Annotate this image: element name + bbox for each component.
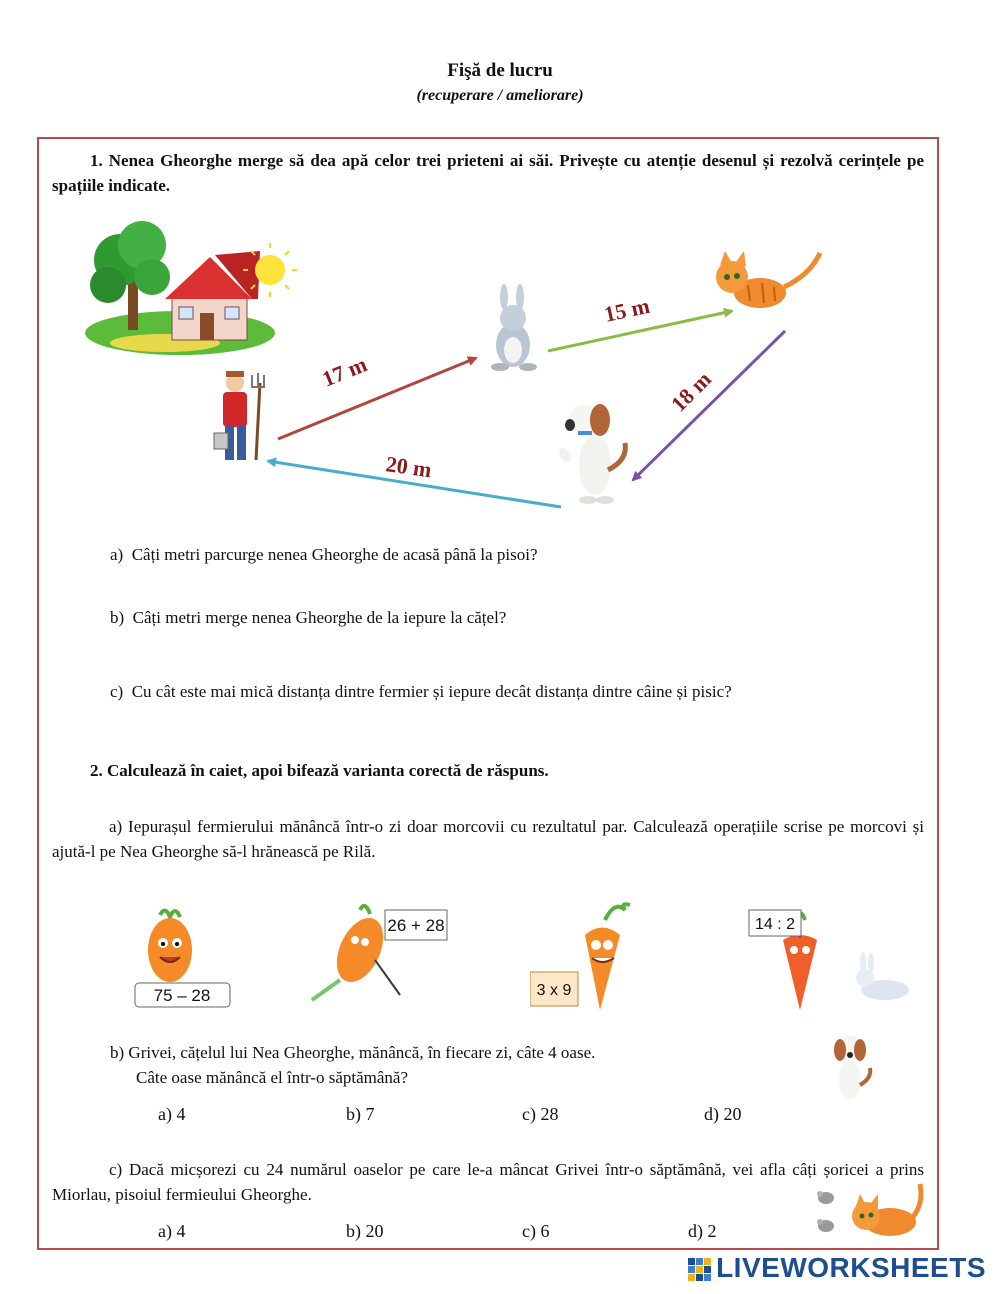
house-illustration [85,221,297,355]
liveworksheets-logo [688,1252,986,1284]
question-text: Câți metri merge nenea Gheorghe de la iepure la cățel? [132,608,507,627]
exercise-2-statement: 2. Calculează în caiet, apoi bifează varianta corectă de răspuns. [90,761,549,780]
exercise-2b-line1: b) Grivei, cățelul lui Nea Gheorghe, mănâncă, în fiecare zi, câte 4 oase. [110,1043,596,1062]
page-title: Fişă de lucru [447,60,553,81]
dog-illustration [557,404,626,504]
question-1c [110,679,732,704]
carrot-4-label: 14 : 2 [754,916,796,933]
cat-illustration [716,251,820,308]
option-2b-b[interactable]: b) 7 [346,1104,375,1124]
option-2c-b[interactable]: b) 20 [346,1221,384,1241]
carrot-3[interactable] [530,900,650,1010]
exercise-2a-text: a) Iepurașul fermierului mănâncă într-o zi doar morcovii cu rezultatul par. Calculează operațiile scrise pe morcovi și ajută-l pe Nea Gheorghe să-l hrănească pe Rilă. [52,817,924,861]
question-text: Câți metri parcurge nenea Gheorghe de acasă până la pisoi? [131,545,538,564]
question-1b [110,605,506,630]
question-marker: b) [110,608,125,627]
liveworksheets-brand: LIVEWORKSHEETS [716,1252,986,1283]
option-2b-c[interactable]: c) 28 [522,1104,559,1124]
carrot-4[interactable] [745,900,925,1015]
page-subtitle: (recuperare / ameliorare) [416,87,584,104]
question-1a [110,542,538,567]
question-marker: c) [110,682,124,701]
exercise-2c-text: c) Dacă micșorezi cu 24 numărul oaselor pe care le-a mâncat Grivei într-o săptămână, vei afla câți șoricei a prins Miorlau, pisoiul fermieului Gheorghe. [52,1160,924,1204]
arrow-farmer-to-rabbit [278,358,476,439]
exercise-2b-line2: Câte oase mănâncă el într-o săptămână? [136,1068,408,1087]
carrot-2[interactable] [300,900,450,1010]
carrot-2-label: 26 + 28 [387,916,445,935]
label-17m: 17 m [318,351,371,392]
distance-diagram [80,215,860,515]
question-text: Cu cât este mai mică distanța dintre fermier și iepure decât distanța dintre câine și pisic? [131,682,732,701]
arrow-cat-to-dog [633,331,785,480]
option-2b-a[interactable]: a) 4 [158,1104,186,1124]
question-marker: a) [110,545,124,564]
exercise-1-statement: 1. Nenea Gheorghe merge să dea apă celor trei prieteni ai săi. Privește cu atenție desenul și rezolvă cerințele pe spațiile indicate. [52,151,924,195]
label-20m: 20 m [384,451,434,483]
option-2b-d[interactable]: d) 20 [704,1104,742,1124]
label-18m: 18 m [665,366,716,417]
cat-and-mice-icon [808,1180,928,1245]
option-2c-a[interactable]: a) 4 [158,1221,186,1241]
dog-icon [820,1030,880,1105]
option-2c-c[interactable]: c) 6 [522,1221,550,1241]
bunny-icon [856,952,909,1000]
liveworksheets-logo-icon [688,1258,712,1282]
option-2c-d[interactable]: d) 2 [688,1221,717,1241]
carrot-1-label: 75 – 28 [153,986,211,1005]
carrot-1[interactable] [130,905,240,1010]
carrot-3-label: 3 x 9 [536,982,572,999]
rabbit-illustration [491,284,537,371]
carrots-row [125,900,925,1020]
label-15m: 15 m [601,292,652,327]
farmer-illustration [214,371,265,460]
